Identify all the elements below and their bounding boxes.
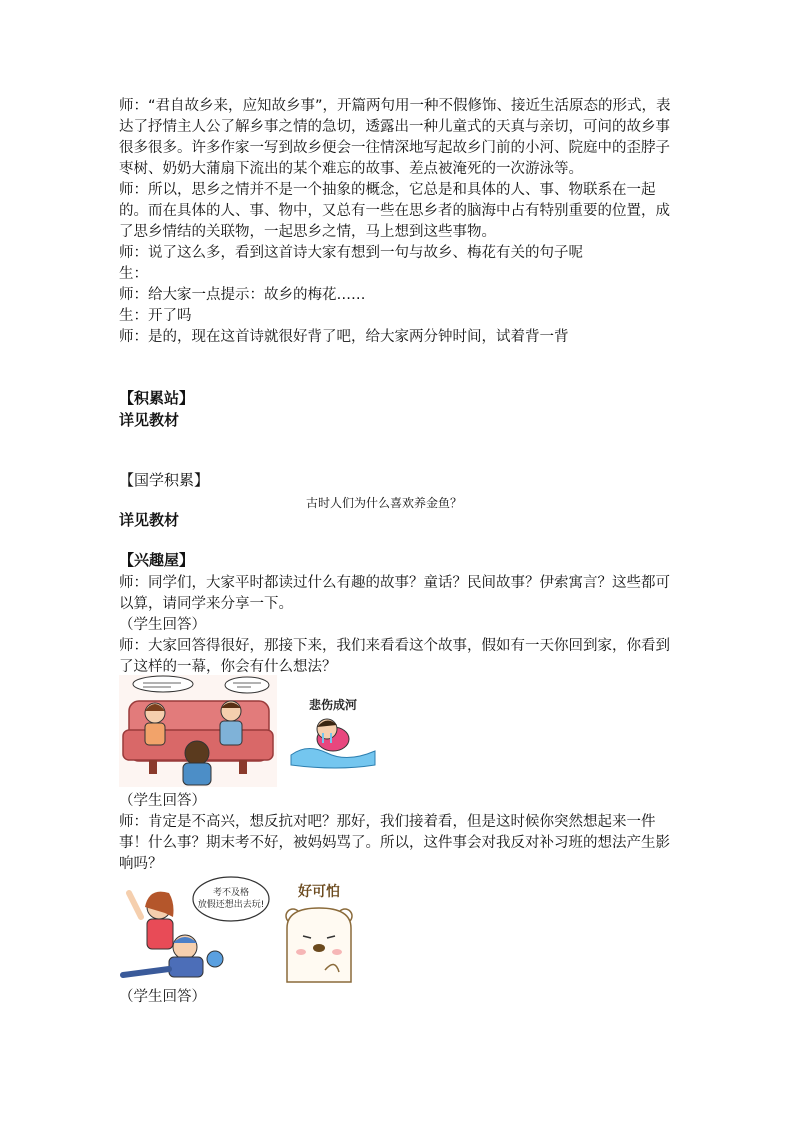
scary-caption-text: 好可怕: [298, 884, 340, 900]
family-sofa-illustration: [119, 675, 277, 787]
sad-caption-text: 悲伤成河: [308, 698, 358, 712]
xingquwu-section: [119, 573, 681, 678]
crying-illustration: [287, 695, 379, 769]
discussion-section: [119, 96, 681, 348]
paragraph: 师：同学们，大家平时都读过什么有趣的故事？童话？民间故事？伊索寓言？这些都可以算，请同学来分享一下。: [119, 575, 670, 612]
scold-text-line: 考不及格: [212, 888, 250, 898]
paragraph: 师：给大家一点提示：故乡的梅花……: [119, 287, 366, 303]
jileizhan-heading: 【积累站】: [119, 389, 195, 407]
xingquwu-heading: 【兴趣屋】: [119, 551, 195, 569]
paragraph: 师：大家回答得很好，那接下来，我们来看看这个故事，假如有一天你回到家，你看到了这样的一幕，你会有什么想法？: [119, 638, 670, 675]
student-answer: （学生回答）: [119, 989, 206, 1005]
paragraph: 师：所以，思乡之情并不是一个抽象的概念，它总是和具体的人、事、物联系在一起的。而在具体的人、事、物中，又总有一些在思乡者的脑海中占有特别重要的位置，成了思乡情结的关联物，一起思乡之情，马上想到这些事物。: [119, 182, 670, 240]
paragraph: 生：开了吗: [119, 308, 192, 324]
guoxue-heading: 【国学积累】: [119, 471, 210, 489]
xingquwu-section-3: [119, 987, 681, 1008]
jileizhan-body: 详见教材: [119, 411, 180, 429]
paragraph: 师：说了这么多，看到这首诗大家有想到一句与故乡、梅花有关的句子呢: [119, 245, 583, 261]
paragraph: 师：是的，现在这首诗就很好背了吧，给大家两分钟时间，试着背一背: [119, 329, 569, 345]
xingquwu-section-2: [119, 791, 681, 875]
scold-text-line: 放假还想出去玩!: [197, 900, 265, 910]
paragraph: 师：“君自故乡来，应知故乡事”，开篇两句用一种不假修饰、接近生活原态的形式，表达了抒情主人公了解乡事之情的急切，透露出一种儿童式的天真与亲切，可问的故乡事很多很多。许多作家一写到故乡便会一往情深地写起故乡门前的小河、院庭中的歪脖子枣树、奶奶大蒲扇下流出的某个难忘的故事、差点被淹死的一次游泳等。: [119, 98, 671, 177]
guoxue-caption: 古时人们为什么喜欢养金鱼？: [306, 496, 463, 510]
student-answer: （学生回答）: [119, 793, 206, 809]
mother-scolding-illustration: [119, 873, 271, 983]
guoxue-body: 详见教材: [119, 511, 180, 529]
paragraph: 师：肯定是不高兴，想反抗对吧？那好，我们接着看，但是这时候你突然想起来一件事！什么事？期末考不好，被妈妈骂了。所以，这件事会对我反对补习班的想法产生影响吗？: [119, 814, 670, 872]
student-answer: （学生回答）: [119, 617, 206, 633]
scared-bear-illustration: [281, 878, 357, 984]
paragraph: 生：: [119, 266, 148, 282]
